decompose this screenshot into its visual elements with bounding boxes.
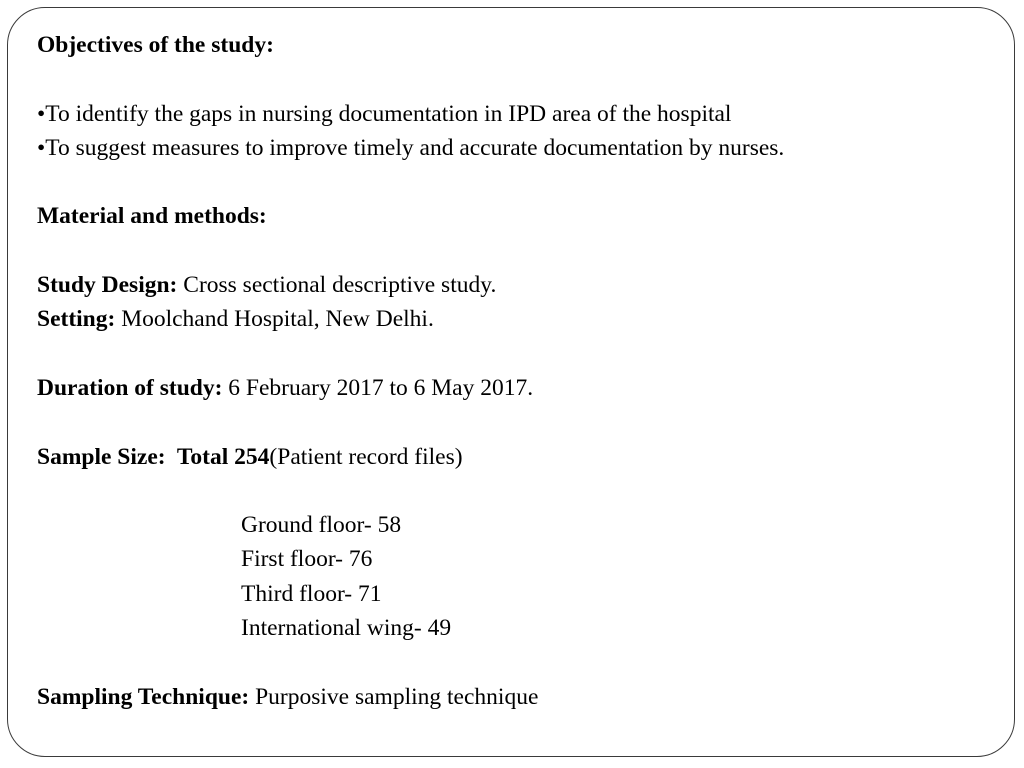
duration-label: Duration of study: — [37, 374, 223, 401]
sample-size-label: Sample Size: Total 254 — [37, 443, 270, 470]
sample-breakdown-item: Third floor- 71 — [241, 580, 382, 607]
spacer — [37, 165, 997, 199]
objective-bullet-1: •To identify the gaps in nursing documentation in IPD area of the hospital — [37, 100, 732, 127]
spacer — [37, 234, 997, 268]
objective-bullet-2: •To suggest measures to improve timely and accurate documentation by nurses. — [37, 134, 785, 161]
spacer — [37, 645, 997, 679]
setting-label: Setting: — [37, 306, 116, 333]
study-design-label: Study Design: — [37, 272, 178, 299]
sample-breakdown-item: First floor- 76 — [241, 546, 373, 573]
spacer — [37, 337, 997, 371]
spacer — [37, 62, 997, 96]
sampling-technique-value: Purposive sampling technique — [249, 683, 539, 710]
sample-breakdown-item: International wing- 49 — [241, 615, 452, 642]
sample-size-line — [37, 440, 997, 474]
study-design-line — [37, 268, 997, 302]
spacer — [37, 474, 997, 508]
study-design-value: Cross sectional descriptive study. — [177, 272, 497, 299]
methods-heading: Material and methods: — [37, 203, 267, 230]
sampling-technique-label: Sampling Technique: — [37, 683, 250, 710]
setting-line — [37, 302, 997, 336]
slide-content — [37, 28, 997, 714]
sample-size-value: (Patient record files) — [269, 443, 463, 470]
objectives-heading: Objectives of the study: — [37, 32, 274, 58]
duration-value: 6 February 2017 to 6 May 2017. — [222, 374, 534, 401]
spacer — [37, 405, 997, 439]
sampling-technique-line — [37, 680, 997, 714]
sample-breakdown-item: Ground floor- 58 — [241, 512, 402, 539]
setting-value: Moolchand Hospital, New Delhi. — [115, 306, 434, 333]
duration-line — [37, 371, 997, 405]
